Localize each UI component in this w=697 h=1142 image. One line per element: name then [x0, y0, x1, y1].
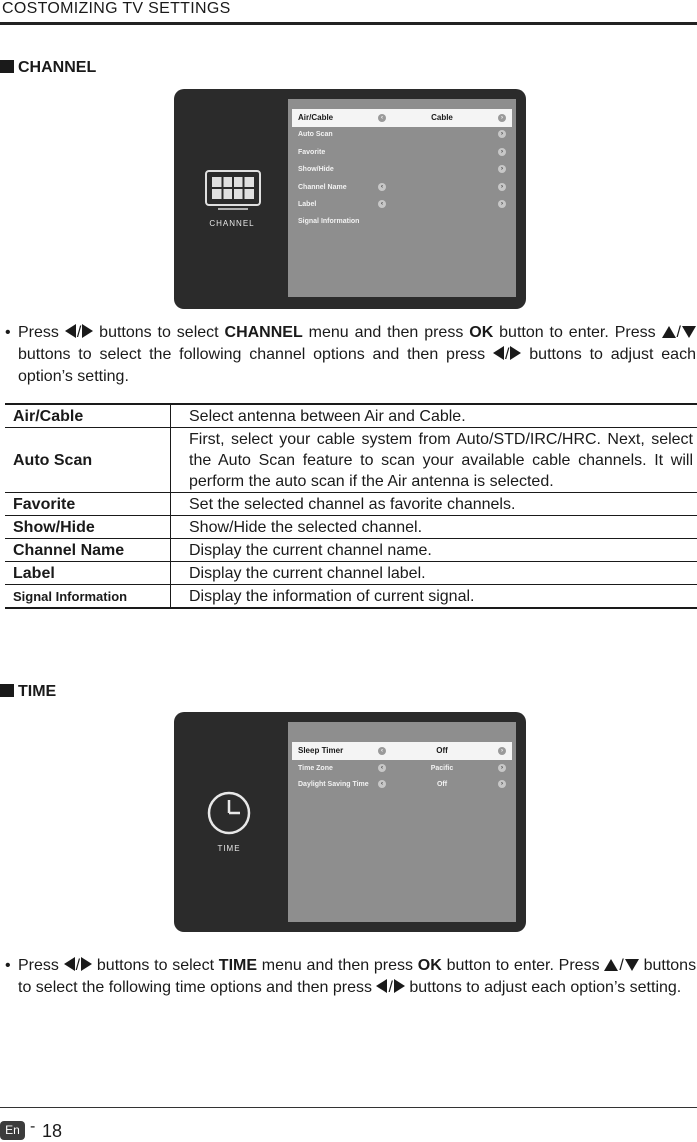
table-row: [5, 562, 697, 585]
table-row: [5, 585, 697, 609]
channel-instructions: • Press / buttons to select CHANNEL menu and then press OK button to enter. Press / buttons to select the following channel options and then press / buttons to adjust each option’s setting.: [5, 324, 696, 385]
time-caption: TIME: [217, 844, 241, 853]
menu-item-value: Off: [436, 781, 448, 788]
menu-left-arrow-icon: ‹: [378, 747, 386, 755]
menu-left-arrow-icon: ‹: [378, 764, 386, 772]
menu-right-arrow-icon: ›: [498, 148, 506, 156]
down-arrow-icon: [625, 959, 639, 971]
time-menu-screenshot: [174, 712, 526, 932]
option-description-cell: Display the information of current signal.: [171, 585, 697, 609]
menu-right-arrow-icon: ›: [498, 200, 506, 208]
channel-menu-item: [292, 161, 512, 178]
channel-options-table: [5, 403, 697, 609]
table-row: [5, 404, 697, 428]
left-arrow-icon: [65, 324, 76, 338]
option-description-cell: Show/Hide the selected channel.: [171, 516, 697, 539]
right-arrow-icon: [394, 979, 405, 993]
time-instructions: • Press / buttons to select TIME menu and then press OK button to enter. Press / buttons to select the following time options and then press / buttons to adjust each option’s setting.: [5, 957, 697, 996]
menu-item-label: Show/Hide: [298, 166, 334, 174]
time-menu-item: [292, 760, 512, 777]
channel-section-title: CHANNEL: [0, 59, 96, 77]
menu-right-arrow-icon: ›: [498, 747, 506, 755]
page-title: COSTOMIZING TV SETTINGS: [2, 0, 231, 17]
menu-item-value: Cable: [431, 113, 453, 122]
menu-right-arrow-icon: ›: [498, 165, 506, 173]
page-number: 18: [42, 1121, 63, 1141]
table-row: [5, 516, 697, 539]
channel-menu-item: [292, 109, 512, 127]
channel-menu-item: [292, 144, 512, 161]
up-arrow-icon: [662, 326, 676, 338]
menu-item-label: Daylight Saving Time: [298, 781, 369, 788]
menu-item-label: Signal Information: [298, 218, 360, 226]
option-description-cell: First, select your cable system from Auto/STD/IRC/HRC. Next, select the Auto Scan feature to scan your available cable channels. It will perform the auto scan if the Air antenna is selected.: [171, 428, 697, 493]
footer-dash: -: [30, 1118, 36, 1135]
menu-left-arrow-icon: ‹: [378, 780, 386, 788]
channel-menu-screenshot: [174, 89, 526, 309]
menu-left-arrow-icon: ‹: [378, 114, 386, 122]
option-name-cell: Channel Name: [5, 539, 171, 562]
option-name-cell: Signal Information: [5, 585, 171, 609]
menu-item-label: Sleep Timer: [298, 746, 344, 755]
page-header: [0, 0, 697, 25]
time-menu-panel: [288, 722, 516, 922]
channel-menu-item: [292, 126, 512, 143]
time-menu-item: [292, 742, 512, 760]
menu-item-value: Pacific: [430, 765, 454, 772]
option-description-cell: Select antenna between Air and Cable.: [171, 404, 697, 428]
menu-item-label: Auto Scan: [298, 131, 333, 139]
option-description-cell: Set the selected channel as favorite channels.: [171, 493, 697, 516]
menu-right-arrow-icon: ›: [498, 183, 506, 191]
table-row: [5, 493, 697, 516]
menu-item-label: Favorite: [298, 148, 326, 156]
menu-right-arrow-icon: ›: [498, 780, 506, 788]
table-row: [5, 428, 697, 493]
channel-menu-item: [292, 196, 512, 213]
menu-item-value: Off: [436, 746, 448, 755]
clock-icon: [206, 790, 252, 836]
right-arrow-icon: [510, 346, 521, 360]
time-menu-item: [292, 776, 512, 793]
channel-menu-item: [292, 213, 512, 230]
channel-caption: CHANNEL: [209, 219, 255, 228]
left-arrow-icon: [493, 346, 504, 360]
time-section-title: TIME: [0, 683, 56, 701]
menu-item-label: Label: [298, 201, 317, 208]
option-name-cell: Show/Hide: [5, 516, 171, 539]
menu-item-label: Air/Cable: [298, 113, 334, 122]
channel-menu-item: [292, 179, 512, 196]
channel-menu-panel: [288, 99, 516, 297]
left-arrow-icon: [376, 979, 387, 993]
down-arrow-icon: [682, 326, 696, 338]
right-arrow-icon: [82, 324, 93, 338]
menu-item-label: Channel Name: [298, 183, 347, 191]
footer-divider: [0, 1107, 697, 1108]
table-row: [5, 539, 697, 562]
up-arrow-icon: [604, 959, 618, 971]
section-square-icon: [0, 60, 14, 73]
menu-right-arrow-icon: ›: [498, 114, 506, 122]
menu-left-arrow-icon: ‹: [378, 200, 386, 208]
option-name-cell: Label: [5, 562, 171, 585]
language-badge: En: [0, 1121, 25, 1140]
menu-left-arrow-icon: ‹: [378, 183, 386, 191]
left-arrow-icon: [64, 957, 75, 971]
tv-grid-icon: [204, 169, 262, 213]
menu-item-label: Time Zone: [298, 765, 333, 772]
section-square-icon: [0, 684, 14, 697]
right-arrow-icon: [81, 957, 92, 971]
option-name-cell: Favorite: [5, 493, 171, 516]
option-name-cell: Auto Scan: [5, 428, 171, 493]
option-description-cell: Display the current channel label.: [171, 562, 697, 585]
option-name-cell: Air/Cable: [5, 404, 171, 428]
menu-right-arrow-icon: ›: [498, 130, 506, 138]
option-description-cell: Display the current channel name.: [171, 539, 697, 562]
menu-right-arrow-icon: ›: [498, 764, 506, 772]
